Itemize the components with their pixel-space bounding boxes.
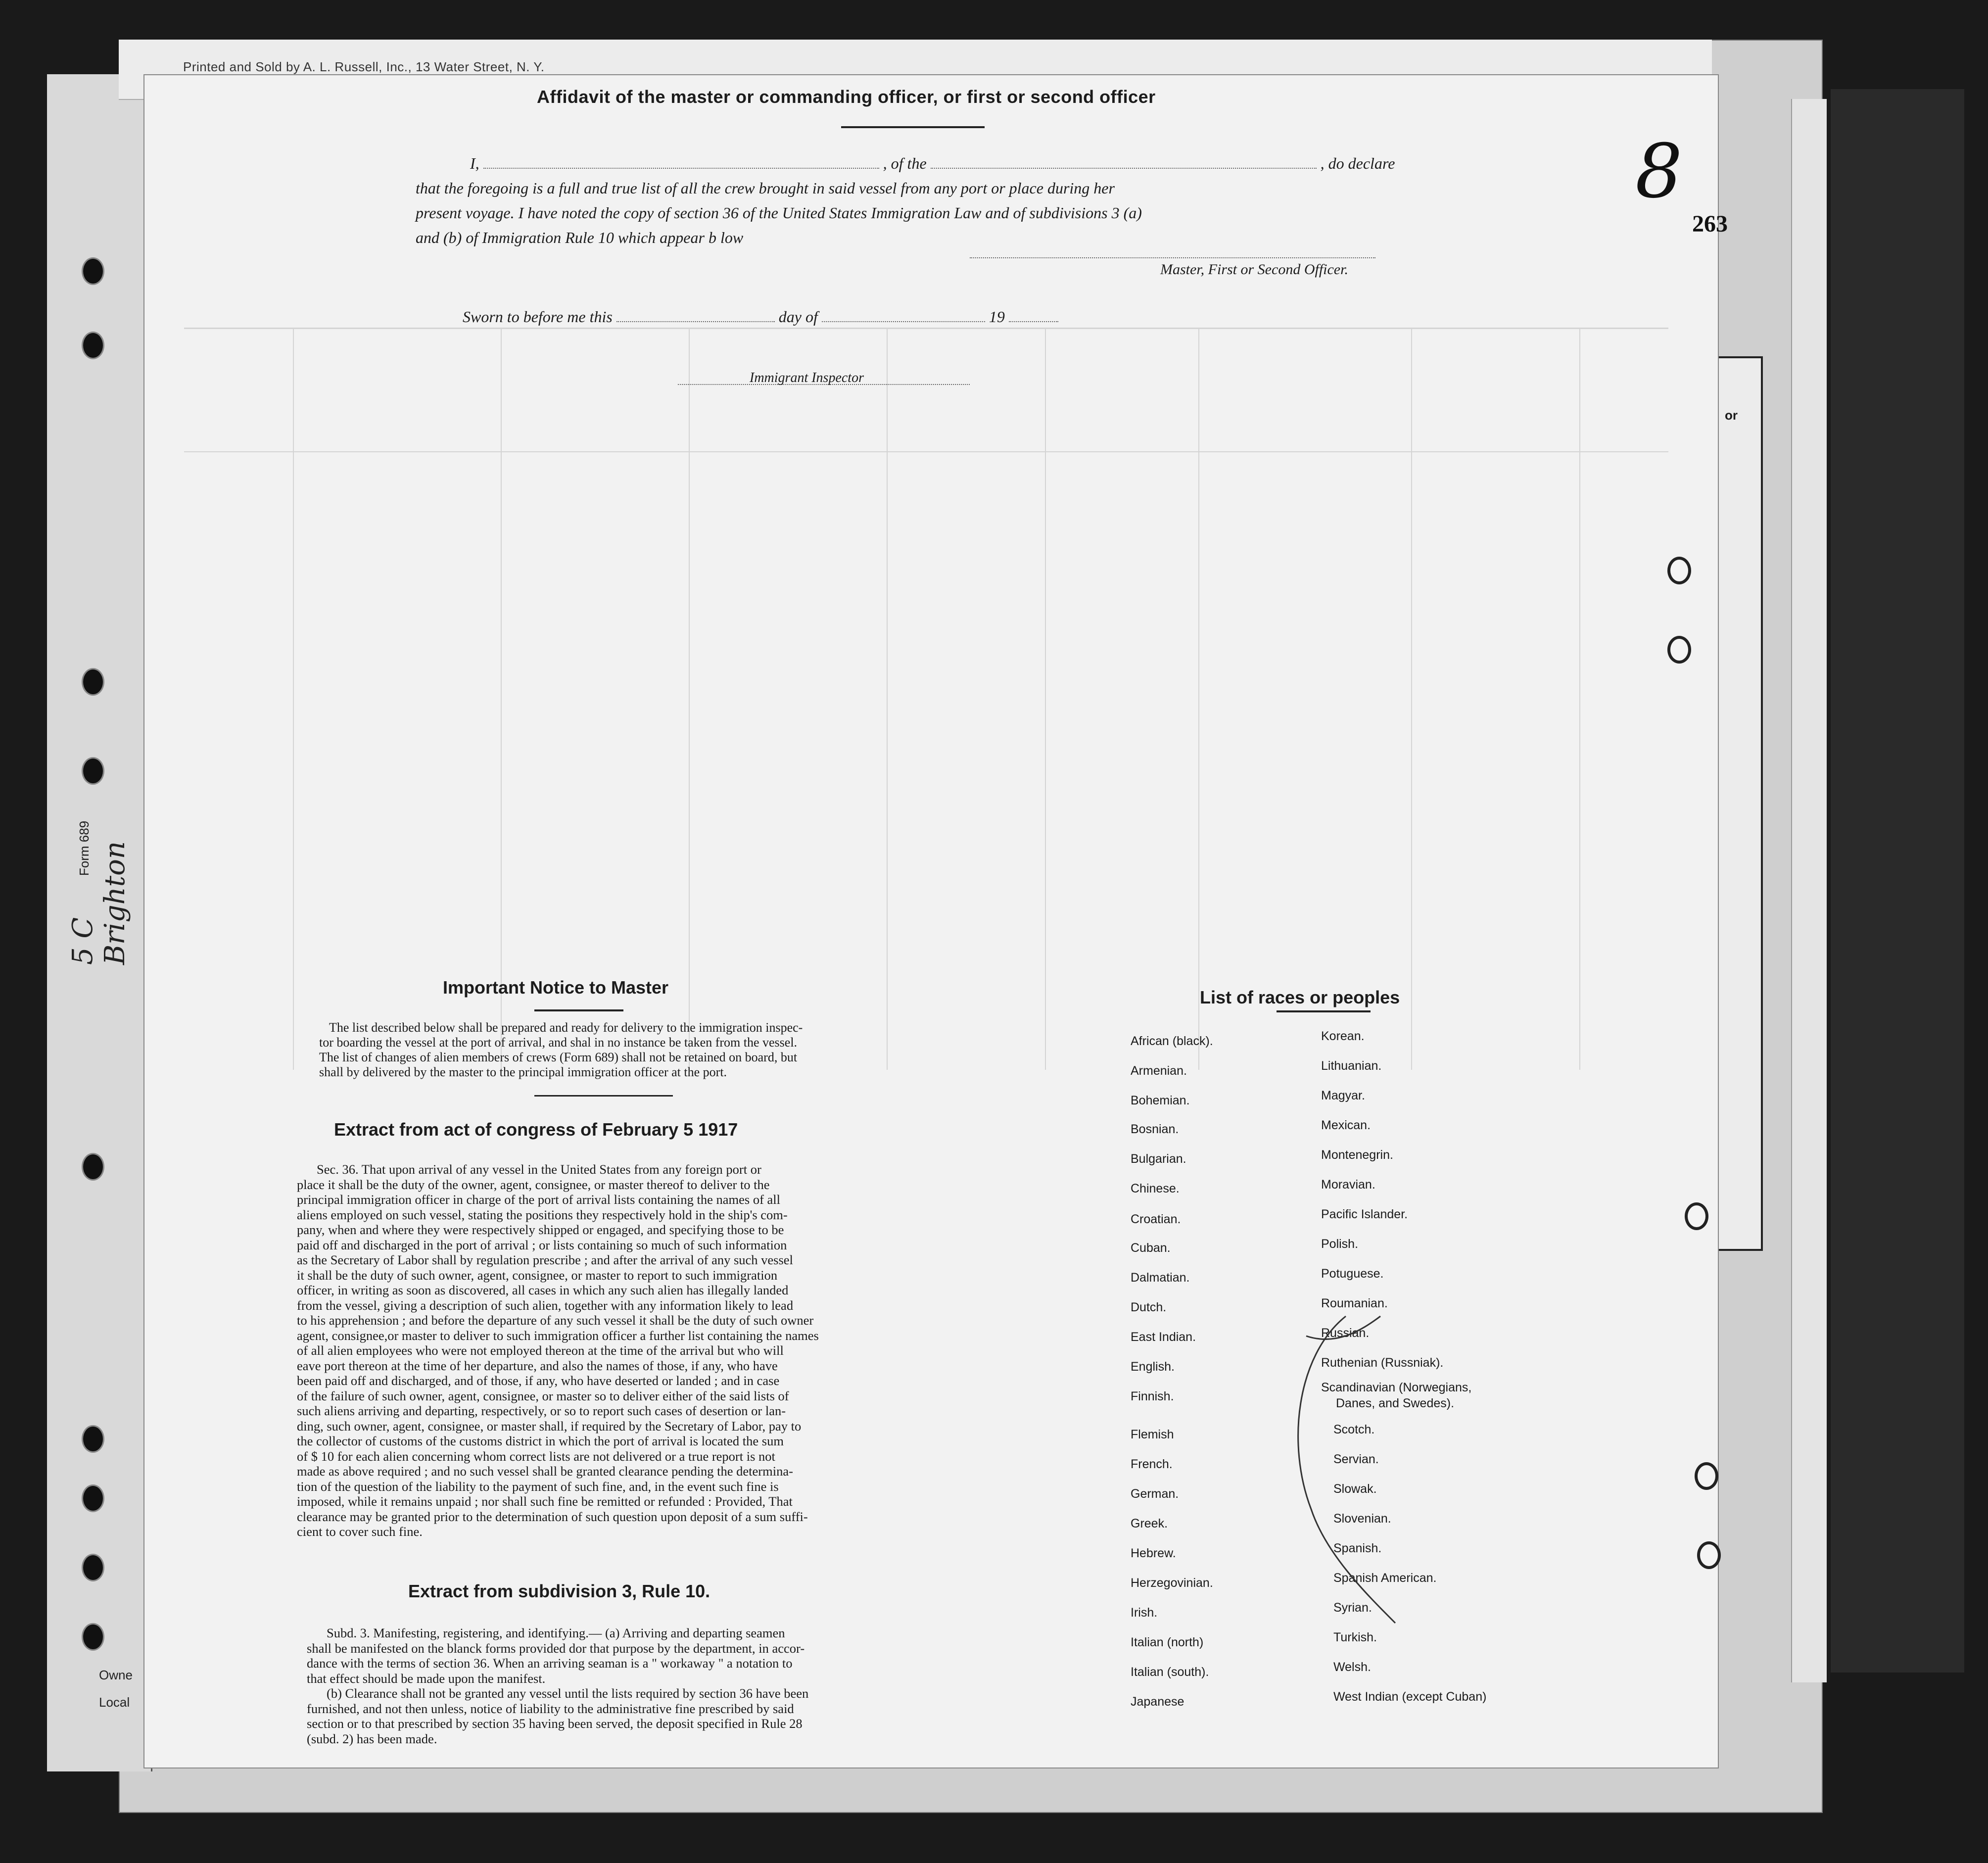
binder-strip <box>47 74 152 1771</box>
form-number-side: Form 689 <box>77 820 92 876</box>
binder-ring <box>1685 1202 1708 1230</box>
race-item: Ruthenian (Russniak). <box>1321 1356 1444 1370</box>
rule-line: furnished, and not then unless, notice of liability to the administrative fine prescribed by said <box>307 1701 794 1716</box>
sworn-day-blank <box>616 321 775 322</box>
act-line: of $ 10 for each alien concerning whom correct lists are not delivered or a true report is not <box>297 1448 775 1464</box>
race-item: Turkish. <box>1333 1630 1377 1644</box>
race-item: Danes, and Swedes). <box>1336 1396 1455 1410</box>
race-item: Hebrew. <box>1131 1546 1176 1560</box>
bleed-through-rule <box>1579 328 1580 1070</box>
bleed-through-rule <box>1045 328 1046 1070</box>
act-line: officer, in writing as soon as discovered, all cases in which any such alien has illegally landed <box>297 1283 789 1297</box>
race-item: Italian (north) <box>1131 1635 1204 1649</box>
race-item: Servian. <box>1333 1452 1379 1466</box>
race-item: Greek. <box>1131 1517 1168 1530</box>
binder-hole <box>82 1554 104 1581</box>
binder-hole <box>82 332 104 359</box>
races-title: List of races or peoples <box>1200 987 1400 1007</box>
page-number: 263 <box>1692 211 1728 237</box>
race-item: Slovenian. <box>1333 1512 1391 1526</box>
section-divider <box>534 1095 673 1097</box>
act-line: to his apprehension ; and before the departure of any such vessel it shall be the duty of such owner <box>297 1313 814 1328</box>
or-label: or <box>1725 408 1738 423</box>
master-label: Master, First or Second Officer. <box>1160 261 1348 278</box>
extract-act-body <box>297 1162 871 1539</box>
binder-hole <box>82 1153 104 1181</box>
binder-hole <box>82 1484 104 1512</box>
race-item: German. <box>1131 1487 1179 1501</box>
act-line: it shall be the duty of such owner, agent, consignee, or master to report to such immigration <box>297 1267 778 1283</box>
bleed-through-rule <box>887 328 888 1070</box>
race-item: Dutch. <box>1131 1300 1167 1314</box>
bleed-through-rule <box>1411 328 1412 1070</box>
sworn-line <box>463 308 1058 326</box>
act-line: aliens employed on such vessel, stating the positions they respectively hold in the ship's com- <box>297 1207 788 1222</box>
race-item: Flemish <box>1131 1428 1174 1441</box>
binder-ring <box>1697 1541 1721 1569</box>
act-line: of the failure of such owner, agent, consignee, or master so to deliver either of the said lists of <box>297 1388 789 1403</box>
race-item: French. <box>1131 1457 1173 1471</box>
race-item: Welsh. <box>1333 1660 1371 1674</box>
race-item: African (black). <box>1131 1034 1213 1048</box>
bleed-through-rule <box>1198 328 1199 1070</box>
affidavit-line-3: present voyage. I have noted the copy of section 36 of the United States Immigration Law and of subdivisions 3 (a) <box>416 204 1142 222</box>
race-item: East Indian. <box>1131 1330 1196 1344</box>
act-line: the collector of customs of the customs district in which the port of arrival is located the sum <box>297 1433 784 1448</box>
rule-line: dance with the terms of section 36. When an arriving seaman is a " workaway " a notation to <box>307 1656 793 1671</box>
sworn-year-label: 19 <box>989 308 1005 326</box>
rule-line: (b) Clearance shall not be granted any vessel until the lists required by section 36 have been <box>327 1686 809 1701</box>
act-line: from the vessel, giving a description of such alien, together with any information likely to lead <box>297 1297 794 1313</box>
margin-label-owner: Owne <box>99 1668 133 1682</box>
extract-rule-body <box>307 1625 886 1746</box>
act-line: such aliens arriving and departing, respectively, or so to report such cases of desertion or lan- <box>297 1403 786 1418</box>
name-blank <box>483 168 879 169</box>
dark-background-edge <box>1831 89 1964 1672</box>
underlying-form-box <box>1712 356 1763 1251</box>
act-line: agent, consignee,or master to deliver to such immigration officer a further list containing the names <box>297 1328 819 1343</box>
rule-line: (subd. 2) has been made. <box>307 1731 437 1746</box>
binder-hole <box>82 757 104 785</box>
extract-rule-title: Extract from subdivision 3, Rule 10. <box>408 1581 710 1601</box>
notice-underline <box>534 1009 623 1011</box>
race-item: Mexican. <box>1321 1118 1371 1132</box>
handwritten-signature-mark: 5 C Brighton <box>67 841 131 965</box>
notice-line: The list described below shall be prepared and ready for delivery to the immigration inspec- <box>329 1020 803 1035</box>
race-item: Bosnian. <box>1131 1122 1179 1136</box>
race-item: Polish. <box>1321 1237 1359 1251</box>
race-item: Scandinavian (Norwegians, <box>1321 1381 1472 1394</box>
bleed-through-rule <box>184 451 1668 452</box>
binder-ring <box>1667 557 1691 584</box>
notice-line: tor boarding the vessel at the port of arrival, and shal in no instance be taken from the vessel. <box>319 1035 798 1050</box>
race-item: Potuguese. <box>1321 1267 1384 1281</box>
race-item: Italian (south). <box>1131 1665 1209 1679</box>
act-line: clearance may be granted prior to the determination of such question upon deposit of a sum suffi- <box>297 1509 808 1524</box>
affidavit-declare: , do declare <box>1320 154 1395 172</box>
extract-act-title: Extract from act of congress of February 5 1917 <box>334 1119 738 1140</box>
inspector-label: Immigrant Inspector <box>750 370 864 385</box>
binder-hole <box>82 1623 104 1651</box>
act-line: made as above required ; and no such vessel shall be granted clearance pending the determina- <box>297 1464 793 1479</box>
race-item: Finnish. <box>1131 1389 1174 1403</box>
race-item: Russian. <box>1321 1326 1370 1340</box>
bleed-through-rule <box>184 328 1668 329</box>
notice-paragraph <box>319 1020 888 1080</box>
race-item: Herzegovinian. <box>1131 1576 1213 1590</box>
binder-ring <box>1695 1462 1718 1490</box>
margin-label-local: Local <box>99 1695 130 1710</box>
act-line: imposed, while it remains unpaid ; nor shall such fine be remitted or refunded : Provided, That <box>297 1494 793 1509</box>
sworn-month-blank <box>822 321 985 322</box>
notice-line: The list of changes of alien members of crews (Form 689) shall not be retained on board, but <box>319 1050 798 1064</box>
sworn-day-label: day of <box>778 308 818 326</box>
race-item: Korean. <box>1321 1029 1365 1043</box>
rule-line: section or to that prescribed by section 35 having been served, the deposit specified in Rule 28 <box>307 1716 803 1731</box>
race-item: Armenian. <box>1131 1064 1187 1078</box>
underlying-sheet-edge <box>1791 99 1827 1682</box>
race-item: Montenegrin. <box>1321 1148 1393 1162</box>
handwritten-bracket-scribble <box>1267 1296 1425 1633</box>
race-item: Croatian. <box>1131 1212 1181 1226</box>
race-item: Dalmatian. <box>1131 1271 1190 1285</box>
act-line: tion of the question of the liability to the payment of such fine, and, in the event such fine is <box>297 1479 779 1494</box>
race-item: Moravian. <box>1321 1178 1375 1192</box>
rule-line: shall be manifested on the blanck forms provided dor that purpose by the department, in accor- <box>307 1640 805 1656</box>
race-item: Roumanian. <box>1321 1296 1388 1310</box>
race-item: Lithuanian. <box>1321 1059 1382 1073</box>
race-item: Spanish. <box>1333 1541 1382 1555</box>
printer-imprint: Printed and Sold by A. L. Russell, Inc., 13 Water Street, N. Y. <box>183 59 545 74</box>
race-item: Chinese. <box>1131 1182 1180 1195</box>
binder-hole <box>82 668 104 696</box>
races-underline <box>1277 1010 1371 1012</box>
act-line: Sec. 36. That upon arrival of any vessel in the United States from any foreign port or <box>317 1162 761 1177</box>
race-item: Syrian. <box>1333 1601 1372 1615</box>
bleed-through-rule <box>689 328 690 1070</box>
race-item: West Indian (except Cuban) <box>1333 1690 1487 1704</box>
race-item: Slowak. <box>1333 1482 1377 1496</box>
affidavit-i: I, <box>470 154 479 172</box>
act-line: place it shall be the duty of the owner, agent, consignee, or master thereof to deliver to the <box>297 1177 770 1192</box>
binder-hole <box>82 1425 104 1453</box>
act-line: eave port thereon at the time of her departure, and also the names of those, if any, who have <box>297 1358 778 1373</box>
title-underline <box>841 126 985 128</box>
bleed-through-rule <box>293 328 294 1070</box>
rule-line: Subd. 3. Manifesting, registering, and identifying.— (a) Arriving and departing seamen <box>327 1625 785 1640</box>
race-item: Japanese <box>1131 1695 1184 1709</box>
race-item: Irish. <box>1131 1606 1158 1620</box>
affidavit-of-the: , of the <box>883 154 927 172</box>
act-line: as the Secretary of Labor shall by regulation prescribe ; and after the arrival of any such vessel <box>297 1252 793 1267</box>
notice-line: shall by delivered by the master to the principal immigration officer at the port. <box>319 1065 727 1079</box>
race-item: Bohemian. <box>1131 1094 1190 1107</box>
vessel-blank <box>931 168 1317 169</box>
race-item: Cuban. <box>1131 1241 1171 1255</box>
affidavit-line-2: that the foregoing is a full and true list of all the crew brought in said vessel from any port or place during her <box>416 179 1115 197</box>
affidavit-line-1 <box>470 154 1395 173</box>
race-item: Magyar. <box>1321 1089 1365 1102</box>
master-signature-line <box>970 257 1375 258</box>
race-item: Bulgarian. <box>1131 1152 1186 1166</box>
act-line: of all alien employees who were not employed thereon at the time of the arrival but who will <box>297 1343 784 1358</box>
act-line: been paid off and discharged, and of those, if any, who have deserted or landed ; and in case <box>297 1373 780 1388</box>
act-line: pany, when and where they were respectively shipped or engaged, and specifying those to be <box>297 1222 784 1237</box>
affidavit-title: Affidavit of the master or commanding officer, or first or second officer <box>537 87 1156 107</box>
sworn-year-blank <box>1009 321 1058 322</box>
race-item: Spanish American. <box>1333 1571 1437 1585</box>
rule-line: that effect should be made upon the manifest. <box>307 1671 546 1686</box>
binder-ring <box>1667 636 1691 664</box>
act-line: principal immigration officer in charge of the port of arrival lists containing the names of all <box>297 1192 781 1207</box>
race-item: English. <box>1131 1360 1175 1374</box>
bleed-through-rule <box>501 328 502 1070</box>
race-item: Scotch. <box>1333 1423 1375 1436</box>
race-item: Pacific Islander. <box>1321 1207 1408 1221</box>
affidavit-line-4: and (b) of Immigration Rule 10 which appear b low <box>416 229 744 246</box>
act-line: cient to cover such fine. <box>297 1524 423 1539</box>
notice-title: Important Notice to Master <box>443 977 669 998</box>
sworn-label: Sworn to before me this <box>463 308 613 326</box>
binder-hole <box>82 257 104 285</box>
act-line: ding, such owner, agent, consignee, or master shall, if required by the Secretary of Labor, pay to <box>297 1418 802 1433</box>
act-line: paid off and discharged in the port of arrival ; or lists containing so much of such information <box>297 1237 787 1252</box>
handwritten-sheet-number: 8 <box>1635 129 1683 215</box>
